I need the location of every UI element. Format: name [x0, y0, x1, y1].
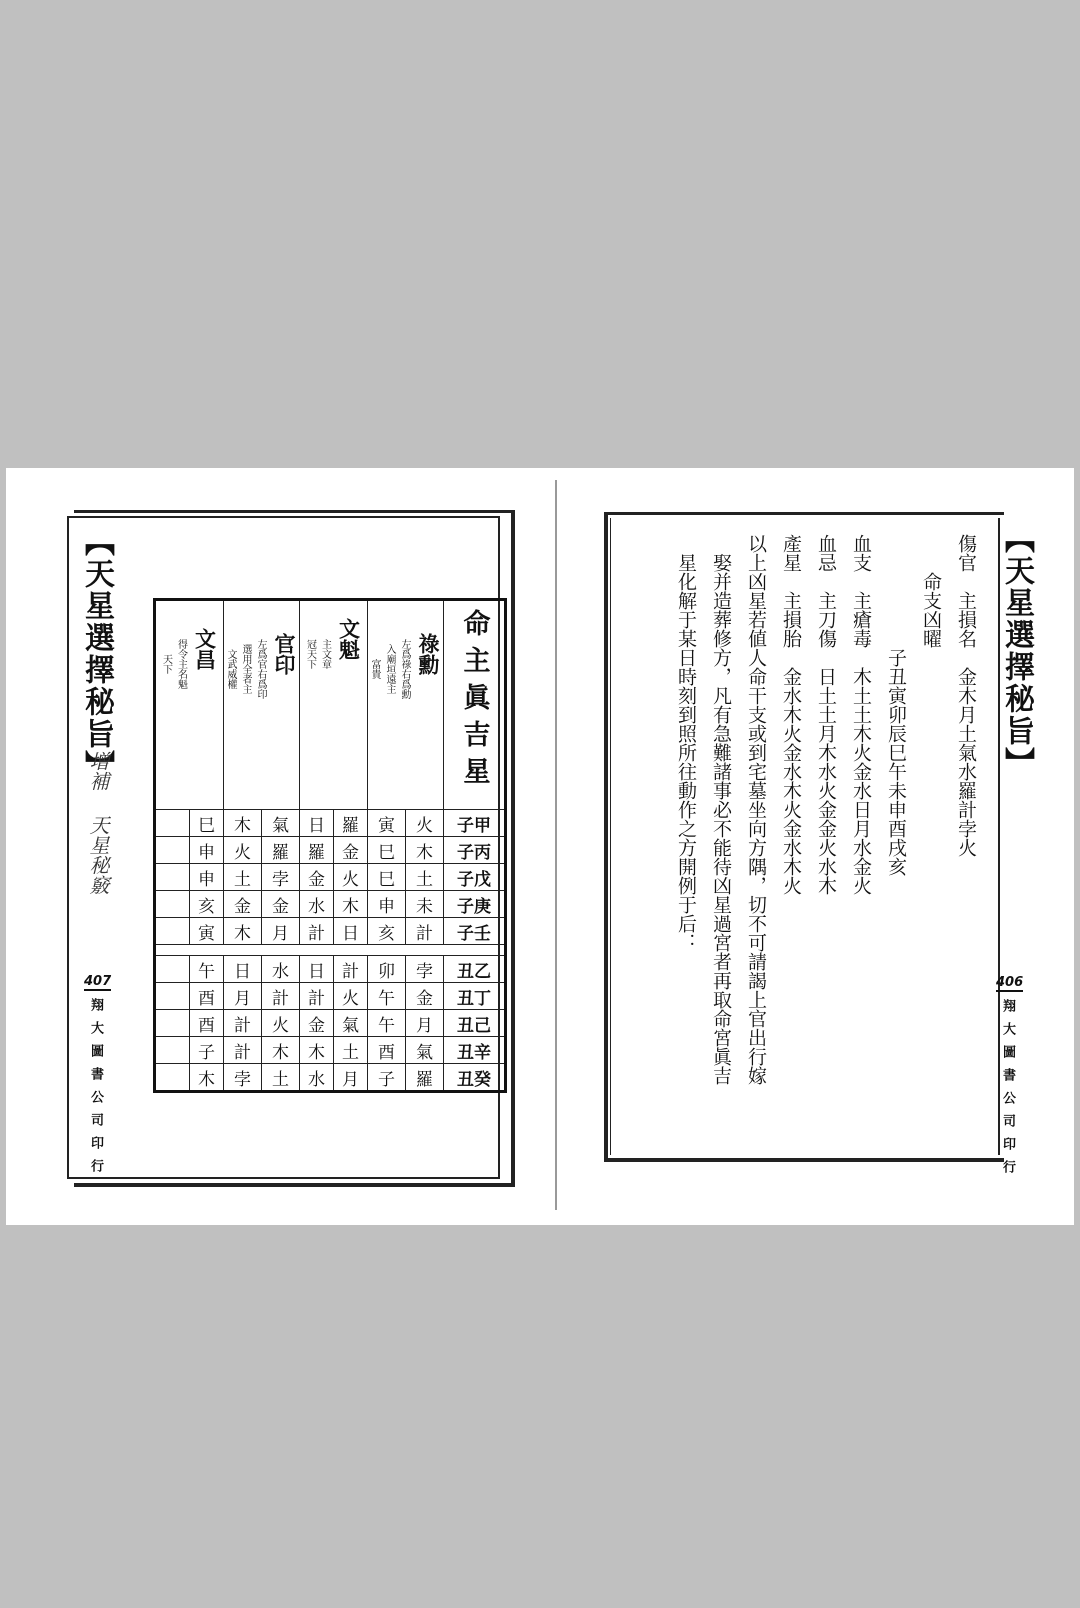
text-column: 命支凶曜 [920, 572, 942, 648]
col-name: 文魁 [336, 618, 361, 660]
table-cell-blank [155, 1064, 190, 1092]
stem-branch-cell: 丑己 [444, 1010, 506, 1037]
table-cell: 水 [262, 956, 300, 983]
table-cell: 孛 [224, 1064, 262, 1092]
table-row [155, 810, 506, 837]
table-cell: 火 [334, 983, 368, 1010]
table-cell: 氣 [262, 810, 300, 837]
table-cell: 月 [224, 983, 262, 1010]
col-note: 冠天下 [304, 639, 316, 669]
table-cell-blank [155, 837, 190, 864]
table-cell: 子 [190, 1037, 224, 1064]
table-row [155, 918, 506, 945]
table-cell: 火 [224, 837, 262, 864]
table-cell: 巳 [368, 864, 406, 891]
text-column: 星化解于某日時刻到照所往動作之方開例于后： [675, 553, 697, 952]
table-cell: 木 [334, 891, 368, 918]
table-cell: 孛 [262, 864, 300, 891]
table-cell: 巳 [368, 837, 406, 864]
header-wenchang [155, 600, 224, 810]
table-cell: 酉 [190, 1010, 224, 1037]
table-cell: 月 [334, 1064, 368, 1092]
table-cell: 未 [406, 891, 444, 918]
stem-branch-cell: 子壬 [444, 918, 506, 945]
table-row [155, 1037, 506, 1064]
table-cell: 日 [300, 956, 334, 983]
col-note: 主文章 [319, 639, 331, 669]
table-title: 命主眞吉星 [458, 609, 490, 794]
col-name: 祿勳 [416, 633, 440, 675]
table-cell: 卯 [368, 956, 406, 983]
table-cell: 申 [368, 891, 406, 918]
text-column: 傷官 主損名 金木月土氣水羅計孛火 [955, 534, 977, 857]
left-handwritten-note: 增補 天星秘竅 [86, 751, 110, 895]
table-cell: 土 [334, 1037, 368, 1064]
table-cell: 金 [262, 891, 300, 918]
table-row [155, 1010, 506, 1037]
header-luxun [368, 600, 444, 810]
table-cell: 火 [406, 810, 444, 837]
table-cell: 木 [406, 837, 444, 864]
col-note: 左爲祿右爲勳 [399, 639, 410, 699]
header-guanyin [224, 600, 300, 810]
table-cell: 月 [262, 918, 300, 945]
table-cell-blank [155, 891, 190, 918]
col-note: 得令主名魁 [175, 639, 187, 689]
table-cell: 計 [224, 1037, 262, 1064]
table-cell: 計 [406, 918, 444, 945]
table-cell: 酉 [368, 1037, 406, 1064]
scan-spread [6, 468, 1074, 1225]
table-cell: 亥 [368, 918, 406, 945]
table-cell: 日 [334, 918, 368, 945]
text-column: 娶并造葬修方，凡有急難諸事必不能待凶星過宮者再取命宮眞吉 [710, 553, 732, 1085]
col-note: 選用全者主 [240, 644, 251, 694]
col-note: 天下 [160, 654, 172, 674]
table-row [155, 983, 506, 1010]
table-cell: 申 [190, 837, 224, 864]
table-cell: 日 [300, 810, 334, 837]
table-row [155, 891, 506, 918]
table-cell: 金 [406, 983, 444, 1010]
star-table [153, 598, 507, 1093]
table-cell: 水 [300, 891, 334, 918]
right-book-title: 【天星選擇秘旨】 [999, 523, 1034, 779]
table-cell: 日 [224, 956, 262, 983]
table-cell: 土 [406, 864, 444, 891]
stem-branch-cell: 子戊 [444, 864, 506, 891]
table-body-bottom [155, 956, 506, 1092]
stem-branch-cell: 丑乙 [444, 956, 506, 983]
table-cell: 計 [300, 918, 334, 945]
table-cell: 申 [190, 864, 224, 891]
table-header-row [155, 600, 506, 810]
table-title-cell [444, 600, 506, 810]
stem-branch-cell: 子甲 [444, 810, 506, 837]
left-publisher: 翔大圖書公司印行 [88, 998, 103, 1182]
table-row [155, 956, 506, 983]
stem-branch-cell: 丑辛 [444, 1037, 506, 1064]
table-cell: 木 [224, 810, 262, 837]
table-cell-blank [155, 864, 190, 891]
right-publisher: 翔大圖書公司印行 [1000, 999, 1015, 1183]
table-cell-blank [155, 1010, 190, 1037]
stem-branch-cell: 子丙 [444, 837, 506, 864]
table-cell-blank [155, 956, 190, 983]
text-column: 血支 主瘡毒 木土土木火金水日月水金火 [850, 534, 872, 895]
col-note: 富貴 [369, 659, 380, 679]
table-cell: 火 [262, 1010, 300, 1037]
table-cell: 酉 [190, 983, 224, 1010]
col-note: 入廟垣遠主 [384, 644, 395, 694]
table-cell: 巳 [190, 810, 224, 837]
col-note: 左爲官右爲印 [255, 639, 266, 699]
table-cell: 計 [334, 956, 368, 983]
table-cell: 火 [334, 864, 368, 891]
book-spine [555, 480, 557, 1210]
table-cell-blank [155, 1037, 190, 1064]
table-cell: 羅 [300, 837, 334, 864]
table-cell: 計 [224, 1010, 262, 1037]
right-page-number: 406 [996, 975, 1024, 990]
table-cell: 氣 [406, 1037, 444, 1064]
table-cell: 寅 [190, 918, 224, 945]
table-cell: 寅 [368, 810, 406, 837]
table-cell: 水 [300, 1064, 334, 1092]
table-cell: 金 [300, 1010, 334, 1037]
left-page-number: 407 [84, 974, 112, 989]
text-column: 產星 主損胎 金水木火金水木火金水木火 [780, 534, 802, 895]
table-cell-blank [155, 983, 190, 1010]
table-cell: 計 [300, 983, 334, 1010]
table-cell: 木 [262, 1037, 300, 1064]
table-cell-blank [155, 810, 190, 837]
table-row [155, 1064, 506, 1092]
stem-branch-cell: 丑癸 [444, 1064, 506, 1092]
table-cell: 木 [300, 1037, 334, 1064]
table-cell: 子 [368, 1064, 406, 1092]
stem-branch-cell: 丑丁 [444, 983, 506, 1010]
table-cell: 午 [368, 983, 406, 1010]
table-cell: 土 [262, 1064, 300, 1092]
table-cell: 氣 [334, 1010, 368, 1037]
table-cell: 孛 [406, 956, 444, 983]
table-cell-blank [155, 918, 190, 945]
gap-cell [155, 945, 506, 956]
table-cell: 木 [224, 918, 262, 945]
table-cell: 午 [190, 956, 224, 983]
table-row [155, 837, 506, 864]
table-cell: 月 [406, 1010, 444, 1037]
table-cell: 金 [334, 837, 368, 864]
col-note: 文武威權 [225, 649, 236, 689]
table-cell: 計 [262, 983, 300, 1010]
table-row [155, 864, 506, 891]
table-cell: 亥 [190, 891, 224, 918]
table-gap-row [155, 945, 506, 956]
text-column: 以上凶星若値人命干支或到宅墓坐向方隅，切不可請謁上官出行嫁 [745, 534, 767, 1085]
stem-branch-cell: 子庚 [444, 891, 506, 918]
table-cell: 羅 [262, 837, 300, 864]
table-cell: 木 [190, 1064, 224, 1092]
table-cell: 羅 [334, 810, 368, 837]
table-cell: 金 [300, 864, 334, 891]
table-cell: 土 [224, 864, 262, 891]
text-column: 血忌 主刀傷 日土土月木水火金金火水木 [815, 534, 837, 895]
table-cell: 金 [224, 891, 262, 918]
table-body-top [155, 810, 506, 945]
table-cell: 羅 [406, 1064, 444, 1092]
col-name: 官印 [272, 633, 296, 675]
left-book-title: 【天星選擇秘旨】 [79, 526, 114, 782]
col-name: 文昌 [192, 628, 217, 670]
header-wenkui [300, 600, 368, 810]
table-cell: 午 [368, 1010, 406, 1037]
text-column: 子丑寅卯辰巳午未申酉戌亥 [885, 648, 907, 876]
